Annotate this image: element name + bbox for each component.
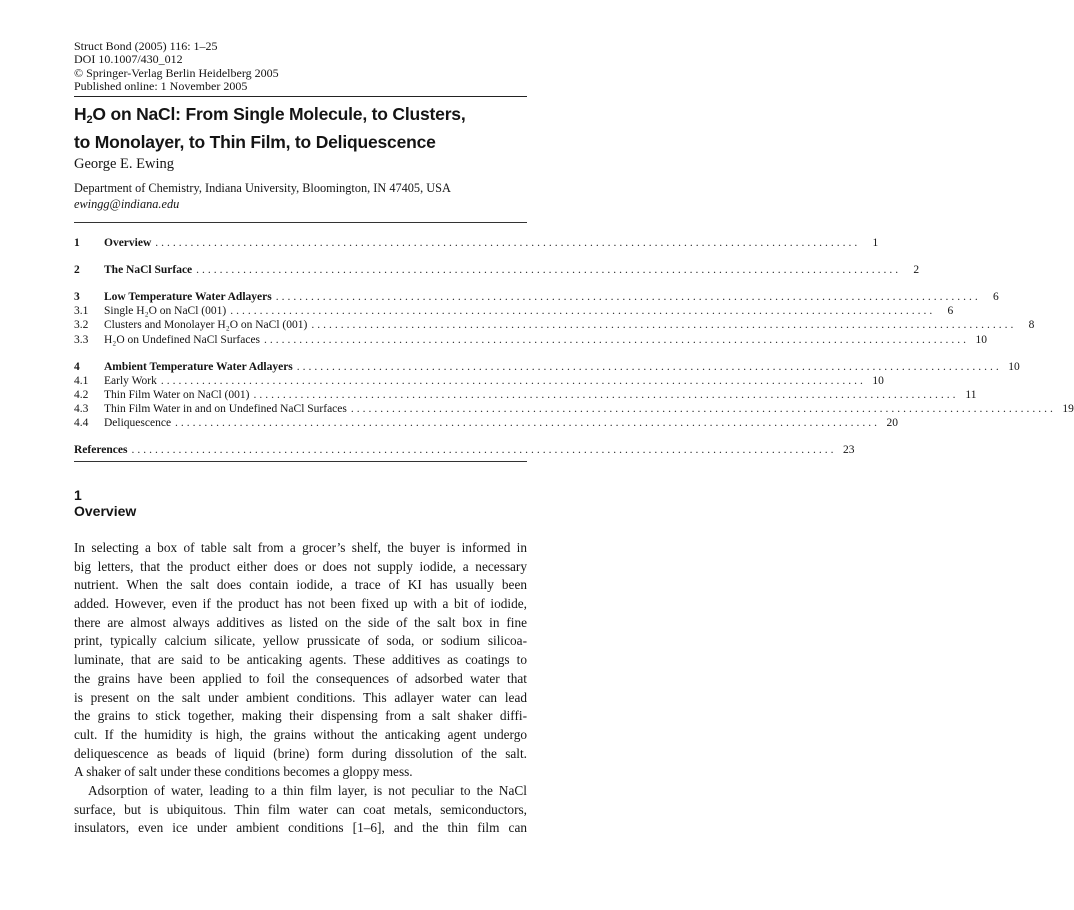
toc-entry-page: 19 <box>1062 403 1074 415</box>
toc-leader-dots: ........................................................................................................................ <box>160 375 866 387</box>
body-text-line: surface, but is ubiquitous. Thin film water can coat metals, semiconductors, <box>74 801 527 817</box>
body-text-line: there are almost always additives as listed on the side of the salt box in fine <box>74 614 527 630</box>
toc-entry-number: 4 <box>74 361 80 373</box>
header-divider <box>74 96 527 97</box>
toc-entry-label: Clusters and Monolayer H₂O on NaCl (001) <box>104 319 308 331</box>
toc-entry-label: Thin Film Water in and on Undefined NaCl Surfaces <box>104 403 347 415</box>
body-text-line: deliquescence as beads of liquid (brine) form during dissolution of the salt. <box>74 745 527 761</box>
toc-entry[interactable] <box>74 389 977 403</box>
toc-entry-number: 3 <box>74 291 80 303</box>
body-text-line: print, typically calcium silicate, yellow prussicate of soda, or sodium silicoa- <box>74 633 527 649</box>
toc-entry[interactable] <box>74 319 1035 333</box>
toc-leader-dots: ........................................................................................................................ <box>196 264 902 276</box>
toc-entry-number: 4.3 <box>74 403 89 415</box>
toc-leader-dots: ........................................................................................................................ <box>296 361 1002 373</box>
toc-entry[interactable] <box>74 291 999 305</box>
toc-entry-page: 10 <box>872 375 884 387</box>
toc-entry-label: Deliquescence <box>104 417 172 429</box>
toc-entry[interactable] <box>74 361 1020 375</box>
body-text-line: In selecting a box of table salt from a grocer’s shelf, the buyer is informed in <box>74 540 527 555</box>
toc-entry[interactable] <box>74 375 884 389</box>
toc-entry-number: 4.4 <box>74 417 89 429</box>
toc-leader-dots: ........................................................................................................................ <box>175 417 881 429</box>
toc-entry[interactable] <box>74 334 988 348</box>
toc-entry-number: 4.1 <box>74 375 89 387</box>
toc-entry[interactable] <box>74 264 920 278</box>
toc-entry-number: 3.1 <box>74 305 89 317</box>
affiliation-block <box>74 181 451 212</box>
toc-entry-number: 1 <box>74 237 80 249</box>
toc-leader-dots: ........................................................................................................................ <box>253 389 959 401</box>
toc-entry-number: 3.2 <box>74 319 89 331</box>
body-text <box>74 539 527 838</box>
title-line-1: $H_2O$ on NaCl: From Single Molecule, to Clusters, <box>74 104 466 126</box>
publication-metadata <box>74 40 279 94</box>
body-text-line: the grains to stick together, making their dispensing from a salt shaker diffi- <box>74 708 527 724</box>
toc-leader-dots: ........................................................................................................................ <box>155 237 861 249</box>
body-text-line: big letters, that the product either does or does not supply iodide, a necessary <box>74 558 527 574</box>
paper-title <box>74 103 466 153</box>
toc-bottom-rule <box>74 461 527 462</box>
toc-entry-page: 2 <box>913 264 920 276</box>
author-email[interactable]: ewingg@indiana.edu <box>74 196 180 211</box>
toc-entry[interactable] <box>74 444 855 458</box>
toc-entry[interactable] <box>74 403 1074 417</box>
toc-entry-page: 1 <box>872 237 879 249</box>
toc-entry-page: 8 <box>1028 319 1035 331</box>
toc-entry[interactable] <box>74 305 954 319</box>
toc-entry-page: 10 <box>1008 361 1020 373</box>
toc-entry[interactable] <box>74 237 879 251</box>
toc-leader-dots: ........................................................................................................................ <box>264 334 970 346</box>
toc-entry-number: 2 <box>74 264 80 276</box>
toc-entry-page: 23 <box>842 444 855 456</box>
copyright: © Springer-Verlag Berlin Heidelberg 2005 <box>74 65 279 80</box>
doi: DOI 10.1007/430_012 <box>74 52 183 67</box>
toc-entry-label: Single H₂O on NaCl (001) <box>104 305 227 317</box>
toc-leader-dots: ........................................................................................................................ <box>311 319 1017 331</box>
toc-entry-page: 6 <box>992 291 999 303</box>
toc-top-rule <box>74 222 527 223</box>
toc-entry-label: Low Temperature Water Adlayers <box>104 291 272 303</box>
published-date: Published online: 1 November 2005 <box>74 79 248 94</box>
toc-leader-dots: ........................................................................................................................ <box>275 291 981 303</box>
toc-entry-label: Overview <box>104 237 152 249</box>
toc-entry-label: The NaCl Surface <box>104 264 193 276</box>
body-text-line: nutrient. When the salt does contain iodide, a trace of KI has usually been <box>74 577 527 593</box>
toc-entry-page: 10 <box>975 334 988 346</box>
toc-entry-page: 11 <box>965 389 977 401</box>
title-line-2: to Monolayer, to Thin Film, to Deliquescence <box>74 132 436 152</box>
body-text-line: cult. If the humidity is high, the grains without the anticaking agent undergo <box>74 726 527 742</box>
toc-entry-number: 3.3 <box>74 334 89 346</box>
toc-entry-label: Ambient Temperature Water Adlayers <box>104 361 293 373</box>
author-name: George E. Ewing <box>74 156 174 172</box>
section-number: 1 <box>74 487 82 503</box>
journal-citation: Struct Bond (2005) 116: 1–25 <box>74 39 218 53</box>
toc-leader-dots: ........................................................................................................................ <box>131 444 837 456</box>
body-text-line: luminate, that are said to be anticaking agents. These additives as coatings to <box>74 652 527 668</box>
toc-leader-dots: ........................................................................................................................ <box>230 305 936 317</box>
body-text-line: A shaker of salt under these conditions becomes a gloppy mess. <box>74 764 413 780</box>
toc-entry-label: Early Work <box>104 375 157 387</box>
toc-entry-number: 4.2 <box>74 389 89 401</box>
body-text-line: added. However, even if the product has not been fixed up with a bit of iodide, <box>74 596 527 612</box>
body-text-line: insulators, even ice under ambient conditions [1–6], and the thin film can <box>74 820 527 836</box>
toc-entry[interactable] <box>74 417 899 431</box>
body-text-line: is present on the salt under ambient conditions. This adlayer water can lead <box>74 689 527 705</box>
toc-entry-page: 6 <box>947 305 954 317</box>
affiliation: Department of Chemistry, Indiana University, Bloomington, IN 47405, USA <box>74 181 451 195</box>
toc-entry-number: References <box>74 444 128 456</box>
body-text-line: Adsorption of water, leading to a thin film layer, is not peculiar to the NaCl <box>88 782 527 798</box>
toc-leader-dots: ........................................................................................................................ <box>350 403 1056 415</box>
toc-entry-label: H₂O on Undefined NaCl Surfaces <box>104 334 261 346</box>
section-title: Overview <box>74 503 137 519</box>
body-text-line: the grains have been applied to foil the consequences of adsorbed water that <box>74 670 527 686</box>
toc-entry-page: 20 <box>886 417 899 429</box>
toc-entry-label: Thin Film Water on NaCl (001) <box>104 389 250 401</box>
